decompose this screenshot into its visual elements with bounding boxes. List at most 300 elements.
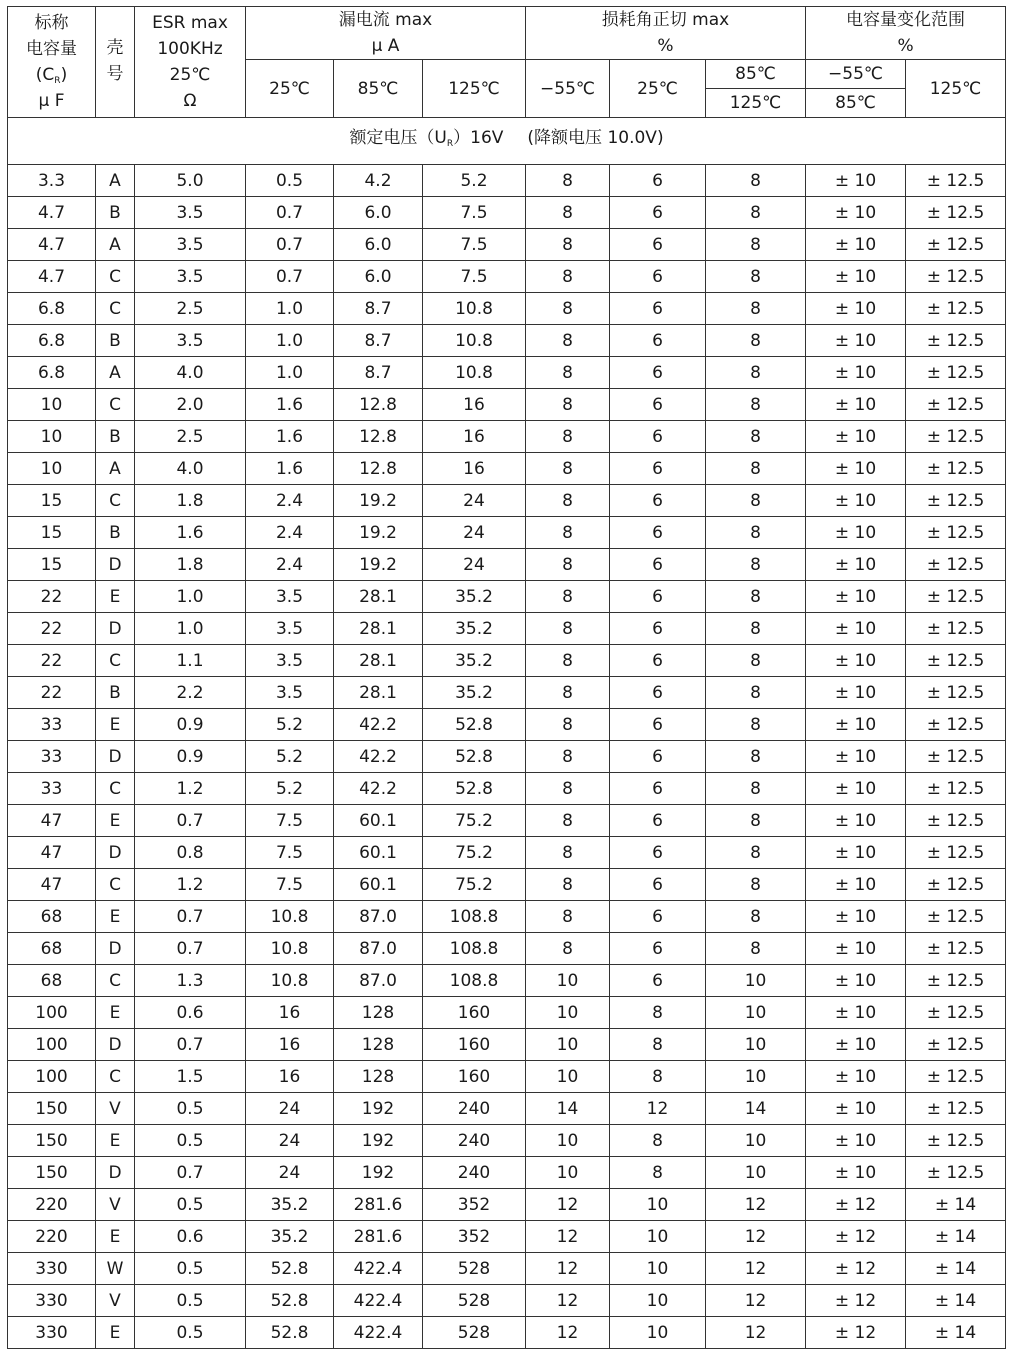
cell-esr: 4.0 [135, 453, 246, 485]
cell-capchange-125c: ± 14 [906, 1253, 1006, 1285]
cell-capchange-minus55c-85c: ± 10 [806, 517, 906, 549]
cell-leak-25c: 7.5 [246, 805, 334, 837]
cell-leak-85c: 192 [334, 1093, 423, 1125]
table-row [8, 389, 1006, 421]
cell-leak-125c: 35.2 [423, 645, 526, 677]
cell-df-minus55c: 8 [526, 485, 610, 517]
cell-capchange-125c: ± 12.5 [906, 933, 1006, 965]
cell-leak-25c: 3.5 [246, 581, 334, 613]
cell-leak-125c: 52.8 [423, 709, 526, 741]
cell-leak-85c: 42.2 [334, 741, 423, 773]
cell-capchange-125c: ± 12.5 [906, 421, 1006, 453]
cell-leak-85c: 12.8 [334, 421, 423, 453]
cell-capacitance: 4.7 [8, 261, 96, 293]
cell-capacitance: 47 [8, 805, 96, 837]
cell-capchange-minus55c-85c: ± 10 [806, 901, 906, 933]
cell-leak-85c: 422.4 [334, 1253, 423, 1285]
cell-leak-125c: 352 [423, 1189, 526, 1221]
table-body [8, 165, 1006, 1349]
cell-df-minus55c: 12 [526, 1253, 610, 1285]
cell-capchange-minus55c-85c: ± 10 [806, 709, 906, 741]
cell-esr: 2.5 [135, 293, 246, 325]
cell-capchange-minus55c-85c: ± 12 [806, 1317, 906, 1349]
cell-esr: 1.2 [135, 773, 246, 805]
cell-df-85c-125c: 12 [706, 1317, 806, 1349]
cell-leak-85c: 42.2 [334, 709, 423, 741]
table-row [8, 837, 1006, 869]
cell-df-25c: 6 [610, 677, 706, 709]
cell-capchange-minus55c-85c: ± 10 [806, 645, 906, 677]
cell-leak-125c: 108.8 [423, 933, 526, 965]
cell-esr: 0.6 [135, 1221, 246, 1253]
cell-case: V [96, 1189, 135, 1221]
cell-leak-125c: 240 [423, 1093, 526, 1125]
cell-capchange-125c: ± 12.5 [906, 581, 1006, 613]
cell-df-85c-125c: 8 [706, 453, 806, 485]
cell-leak-85c: 422.4 [334, 1285, 423, 1317]
cell-leak-85c: 87.0 [334, 933, 423, 965]
cell-df-85c-125c: 12 [706, 1285, 806, 1317]
cell-df-25c: 6 [610, 837, 706, 869]
cell-leak-85c: 8.7 [334, 325, 423, 357]
cell-leak-25c: 1.6 [246, 389, 334, 421]
cell-esr: 1.0 [135, 613, 246, 645]
cell-esr: 0.5 [135, 1189, 246, 1221]
cell-leak-25c: 3.5 [246, 677, 334, 709]
cell-df-85c-125c: 8 [706, 485, 806, 517]
cell-capchange-125c: ± 12.5 [906, 165, 1006, 197]
cell-leak-85c: 281.6 [334, 1189, 423, 1221]
cell-df-25c: 8 [610, 1157, 706, 1189]
cell-case: V [96, 1285, 135, 1317]
cell-leak-125c: 5.2 [423, 165, 526, 197]
cell-df-minus55c: 8 [526, 869, 610, 901]
cell-capchange-minus55c-85c: ± 12 [806, 1221, 906, 1253]
cell-df-minus55c: 8 [526, 165, 610, 197]
cell-capchange-125c: ± 12.5 [906, 1093, 1006, 1125]
cell-case: D [96, 613, 135, 645]
cell-capchange-125c: ± 12.5 [906, 1061, 1006, 1093]
capacitor-spec-table [7, 6, 1006, 1349]
cell-capacitance: 47 [8, 869, 96, 901]
cell-case: D [96, 549, 135, 581]
rated-voltage-suffix: ）16V [453, 128, 504, 148]
cell-esr: 2.2 [135, 677, 246, 709]
cell-df-minus55c: 12 [526, 1317, 610, 1349]
cell-esr: 1.6 [135, 517, 246, 549]
table-row [8, 453, 1006, 485]
cell-df-minus55c: 8 [526, 549, 610, 581]
cell-df-25c: 10 [610, 1253, 706, 1285]
cell-capacitance: 68 [8, 933, 96, 965]
cell-case: A [96, 165, 135, 197]
table-row [8, 293, 1006, 325]
cell-capchange-125c: ± 12.5 [906, 1029, 1006, 1061]
cell-leak-25c: 5.2 [246, 741, 334, 773]
cell-df-85c-125c: 8 [706, 261, 806, 293]
cell-capchange-minus55c-85c: ± 10 [806, 933, 906, 965]
cell-capacitance: 33 [8, 741, 96, 773]
cell-case: C [96, 869, 135, 901]
cell-leak-125c: 528 [423, 1285, 526, 1317]
cell-capchange-minus55c-85c: ± 10 [806, 1061, 906, 1093]
cell-capacitance: 15 [8, 549, 96, 581]
cell-capchange-125c: ± 12.5 [906, 901, 1006, 933]
cell-case: D [96, 1029, 135, 1061]
cell-esr: 1.5 [135, 1061, 246, 1093]
cell-df-minus55c: 10 [526, 1061, 610, 1093]
cell-capchange-125c: ± 12.5 [906, 805, 1006, 837]
cell-df-85c-125c: 8 [706, 357, 806, 389]
cell-capchange-minus55c-85c: ± 10 [806, 997, 906, 1029]
cell-case: C [96, 1061, 135, 1093]
cell-df-minus55c: 8 [526, 837, 610, 869]
cell-df-85c-125c: 8 [706, 677, 806, 709]
cell-leak-25c: 16 [246, 1029, 334, 1061]
cell-esr: 3.5 [135, 261, 246, 293]
cell-leak-125c: 16 [423, 453, 526, 485]
cell-df-25c: 6 [610, 261, 706, 293]
cell-leak-85c: 4.2 [334, 165, 423, 197]
cell-capacitance: 47 [8, 837, 96, 869]
cell-df-25c: 8 [610, 997, 706, 1029]
cell-capchange-minus55c-85c: ± 10 [806, 325, 906, 357]
cell-capacitance: 68 [8, 965, 96, 997]
cell-capchange-125c: ± 12.5 [906, 645, 1006, 677]
cell-df-85c-125c: 8 [706, 389, 806, 421]
cell-case: A [96, 357, 135, 389]
cell-leak-85c: 28.1 [334, 581, 423, 613]
cell-capchange-minus55c-85c: ± 10 [806, 421, 906, 453]
cell-capchange-125c: ± 12.5 [906, 357, 1006, 389]
header-case-code: 壳 号 [96, 7, 135, 118]
cell-leak-85c: 19.2 [334, 549, 423, 581]
cell-leak-125c: 108.8 [423, 901, 526, 933]
cell-capacitance: 150 [8, 1093, 96, 1125]
cell-capchange-125c: ± 12.5 [906, 453, 1006, 485]
cell-capacitance: 3.3 [8, 165, 96, 197]
header-df-125c: 125℃ [706, 89, 806, 118]
cell-df-85c-125c: 8 [706, 613, 806, 645]
cell-case: W [96, 1253, 135, 1285]
cell-df-minus55c: 8 [526, 645, 610, 677]
cell-capchange-minus55c-85c: ± 12 [806, 1253, 906, 1285]
cell-capchange-125c: ± 12.5 [906, 613, 1006, 645]
cell-df-85c-125c: 10 [706, 997, 806, 1029]
cell-capacitance: 10 [8, 389, 96, 421]
cell-leak-25c: 1.0 [246, 357, 334, 389]
cell-leak-85c: 6.0 [334, 229, 423, 261]
cell-capacitance: 100 [8, 1061, 96, 1093]
cell-esr: 0.5 [135, 1253, 246, 1285]
cell-df-25c: 6 [610, 645, 706, 677]
table-row [8, 933, 1006, 965]
table-row [8, 709, 1006, 741]
cell-df-25c: 6 [610, 229, 706, 261]
cell-esr: 1.0 [135, 581, 246, 613]
cell-leak-125c: 7.5 [423, 261, 526, 293]
cell-df-25c: 6 [610, 741, 706, 773]
header-esr: ESR max 100KHz 25℃ Ω [135, 7, 246, 118]
header-leak-25c: 25℃ [246, 60, 334, 118]
cell-capchange-125c: ± 12.5 [906, 261, 1006, 293]
header-df-25c: 25℃ [610, 60, 706, 118]
cell-capchange-125c: ± 12.5 [906, 389, 1006, 421]
header-df-minus55c: −55℃ [526, 60, 610, 118]
cell-leak-125c: 10.8 [423, 293, 526, 325]
cell-df-85c-125c: 8 [706, 229, 806, 261]
table-row [8, 1061, 1006, 1093]
cell-capacitance: 330 [8, 1285, 96, 1317]
cell-leak-85c: 87.0 [334, 901, 423, 933]
cell-df-minus55c: 10 [526, 997, 610, 1029]
table-row [8, 1093, 1006, 1125]
header-leak-125c: 125℃ [423, 60, 526, 118]
cell-df-85c-125c: 10 [706, 1157, 806, 1189]
cell-df-minus55c: 8 [526, 933, 610, 965]
cell-leak-125c: 35.2 [423, 677, 526, 709]
cell-leak-125c: 24 [423, 549, 526, 581]
cell-capchange-125c: ± 12.5 [906, 869, 1006, 901]
cell-capchange-minus55c-85c: ± 10 [806, 485, 906, 517]
cell-case: C [96, 645, 135, 677]
cell-df-85c-125c: 12 [706, 1221, 806, 1253]
cell-leak-125c: 160 [423, 1029, 526, 1061]
cell-df-25c: 6 [610, 773, 706, 805]
cell-df-25c: 6 [610, 901, 706, 933]
header-capacitance-change: 电容量变化范围 % [806, 7, 1006, 60]
cell-df-minus55c: 8 [526, 517, 610, 549]
cell-df-25c: 6 [610, 485, 706, 517]
cell-df-minus55c: 12 [526, 1221, 610, 1253]
cell-df-25c: 6 [610, 293, 706, 325]
cell-df-25c: 6 [610, 613, 706, 645]
cell-capchange-minus55c-85c: ± 10 [806, 453, 906, 485]
cell-esr: 0.7 [135, 901, 246, 933]
cell-leak-85c: 6.0 [334, 261, 423, 293]
cell-df-25c: 6 [610, 165, 706, 197]
cell-capacitance: 22 [8, 645, 96, 677]
cell-df-85c-125c: 8 [706, 197, 806, 229]
cell-leak-25c: 7.5 [246, 869, 334, 901]
cell-df-25c: 6 [610, 357, 706, 389]
cell-leak-85c: 8.7 [334, 293, 423, 325]
cell-leak-25c: 0.7 [246, 197, 334, 229]
table-row [8, 997, 1006, 1029]
cell-capchange-125c: ± 12.5 [906, 965, 1006, 997]
cell-df-25c: 6 [610, 389, 706, 421]
cell-esr: 0.6 [135, 997, 246, 1029]
cell-leak-25c: 10.8 [246, 933, 334, 965]
cell-capchange-minus55c-85c: ± 10 [806, 261, 906, 293]
cell-df-85c-125c: 8 [706, 805, 806, 837]
cell-esr: 3.5 [135, 229, 246, 261]
table-row [8, 1157, 1006, 1189]
cell-df-25c: 6 [610, 709, 706, 741]
cell-df-minus55c: 10 [526, 1029, 610, 1061]
cell-leak-25c: 52.8 [246, 1317, 334, 1349]
cell-leak-25c: 0.5 [246, 165, 334, 197]
cell-df-minus55c: 8 [526, 677, 610, 709]
cell-case: B [96, 197, 135, 229]
cell-case: C [96, 261, 135, 293]
cell-leak-125c: 52.8 [423, 773, 526, 805]
cell-leak-25c: 10.8 [246, 965, 334, 997]
cell-df-25c: 6 [610, 933, 706, 965]
cell-capchange-125c: ± 12.5 [906, 293, 1006, 325]
cell-case: E [96, 709, 135, 741]
cell-df-25c: 6 [610, 581, 706, 613]
cell-leak-25c: 0.7 [246, 229, 334, 261]
table-row [8, 485, 1006, 517]
cell-leak-85c: 128 [334, 997, 423, 1029]
table-row [8, 869, 1006, 901]
cell-capchange-125c: ± 12.5 [906, 229, 1006, 261]
cell-leak-25c: 52.8 [246, 1253, 334, 1285]
cell-esr: 1.1 [135, 645, 246, 677]
cell-leak-25c: 2.4 [246, 549, 334, 581]
cell-capacitance: 68 [8, 901, 96, 933]
cell-df-minus55c: 8 [526, 293, 610, 325]
cell-df-minus55c: 8 [526, 613, 610, 645]
cell-df-25c: 6 [610, 805, 706, 837]
cell-esr: 3.5 [135, 325, 246, 357]
cell-df-85c-125c: 10 [706, 1029, 806, 1061]
cell-leak-85c: 12.8 [334, 389, 423, 421]
cell-capacitance: 150 [8, 1125, 96, 1157]
table-row [8, 261, 1006, 293]
cell-df-minus55c: 10 [526, 1157, 610, 1189]
table-row [8, 1029, 1006, 1061]
cell-leak-85c: 12.8 [334, 453, 423, 485]
cell-df-25c: 6 [610, 869, 706, 901]
cell-esr: 4.0 [135, 357, 246, 389]
cell-esr: 0.8 [135, 837, 246, 869]
cell-capchange-minus55c-85c: ± 10 [806, 837, 906, 869]
cell-leak-25c: 3.5 [246, 645, 334, 677]
cell-leak-125c: 528 [423, 1317, 526, 1349]
cell-leak-85c: 60.1 [334, 805, 423, 837]
cell-leak-125c: 35.2 [423, 613, 526, 645]
cell-capchange-125c: ± 12.5 [906, 325, 1006, 357]
cell-df-25c: 6 [610, 325, 706, 357]
cell-df-minus55c: 14 [526, 1093, 610, 1125]
cell-leak-125c: 10.8 [423, 325, 526, 357]
cell-df-minus55c: 8 [526, 709, 610, 741]
cell-capchange-125c: ± 12.5 [906, 1125, 1006, 1157]
cell-capchange-125c: ± 12.5 [906, 997, 1006, 1029]
cell-leak-85c: 60.1 [334, 869, 423, 901]
cell-esr: 1.8 [135, 485, 246, 517]
cell-case: E [96, 1317, 135, 1349]
cell-leak-25c: 24 [246, 1093, 334, 1125]
cell-leak-85c: 128 [334, 1061, 423, 1093]
cell-df-25c: 10 [610, 1317, 706, 1349]
cell-df-85c-125c: 8 [706, 709, 806, 741]
table-row [8, 901, 1006, 933]
cell-capacitance: 220 [8, 1221, 96, 1253]
cell-df-25c: 6 [610, 421, 706, 453]
cell-capchange-125c: ± 12.5 [906, 517, 1006, 549]
cell-case: D [96, 837, 135, 869]
header-dissipation-factor: 损耗角正切 max % [526, 7, 806, 60]
cell-leak-25c: 2.4 [246, 517, 334, 549]
cell-capchange-125c: ± 14 [906, 1317, 1006, 1349]
cell-df-minus55c: 8 [526, 453, 610, 485]
derated-voltage: (降额电压 10.0V) [527, 128, 664, 148]
cell-df-minus55c: 8 [526, 421, 610, 453]
table-row [8, 773, 1006, 805]
cell-case: E [96, 581, 135, 613]
rated-voltage-section [8, 118, 1006, 165]
cell-capchange-minus55c-85c: ± 10 [806, 229, 906, 261]
cell-df-85c-125c: 8 [706, 901, 806, 933]
cell-esr: 5.0 [135, 165, 246, 197]
cell-leak-85c: 192 [334, 1125, 423, 1157]
cell-case: D [96, 741, 135, 773]
rated-voltage-prefix: 额定电压（U [349, 128, 447, 148]
cell-df-minus55c: 8 [526, 741, 610, 773]
cell-df-85c-125c: 10 [706, 1125, 806, 1157]
cell-leak-125c: 160 [423, 997, 526, 1029]
cell-leak-125c: 528 [423, 1253, 526, 1285]
cell-capchange-minus55c-85c: ± 10 [806, 549, 906, 581]
cell-leak-125c: 24 [423, 517, 526, 549]
table-row [8, 421, 1006, 453]
table-row [8, 1253, 1006, 1285]
cell-case: E [96, 1221, 135, 1253]
cell-capchange-minus55c-85c: ± 10 [806, 965, 906, 997]
cell-df-85c-125c: 8 [706, 773, 806, 805]
cell-leak-25c: 35.2 [246, 1189, 334, 1221]
table-row [8, 229, 1006, 261]
cell-leak-125c: 35.2 [423, 581, 526, 613]
cell-capchange-125c: ± 12.5 [906, 1157, 1006, 1189]
cell-capacitance: 33 [8, 709, 96, 741]
cell-leak-25c: 2.4 [246, 485, 334, 517]
cell-capacitance: 6.8 [8, 293, 96, 325]
cell-df-85c-125c: 8 [706, 165, 806, 197]
cell-leak-125c: 75.2 [423, 805, 526, 837]
cell-leak-25c: 7.5 [246, 837, 334, 869]
cell-capacitance: 22 [8, 581, 96, 613]
cell-case: D [96, 1157, 135, 1189]
cell-leak-125c: 160 [423, 1061, 526, 1093]
table-row [8, 197, 1006, 229]
cell-leak-125c: 10.8 [423, 357, 526, 389]
cell-case: B [96, 517, 135, 549]
cell-leak-25c: 1.0 [246, 325, 334, 357]
cell-leak-85c: 19.2 [334, 517, 423, 549]
cell-leak-25c: 5.2 [246, 773, 334, 805]
cell-capacitance: 15 [8, 517, 96, 549]
cell-df-25c: 6 [610, 453, 706, 485]
cell-df-25c: 8 [610, 1061, 706, 1093]
header-capchange-minus55c: −55℃ [806, 60, 906, 89]
table-row [8, 613, 1006, 645]
cell-esr: 2.5 [135, 421, 246, 453]
table-row [8, 741, 1006, 773]
cell-df-minus55c: 10 [526, 1125, 610, 1157]
cell-capacitance: 330 [8, 1317, 96, 1349]
cell-df-25c: 12 [610, 1093, 706, 1125]
cell-leak-25c: 1.6 [246, 453, 334, 485]
cell-capchange-minus55c-85c: ± 10 [806, 613, 906, 645]
cell-df-85c-125c: 10 [706, 1061, 806, 1093]
cell-leak-125c: 352 [423, 1221, 526, 1253]
cell-df-85c-125c: 8 [706, 741, 806, 773]
cell-df-25c: 8 [610, 1125, 706, 1157]
